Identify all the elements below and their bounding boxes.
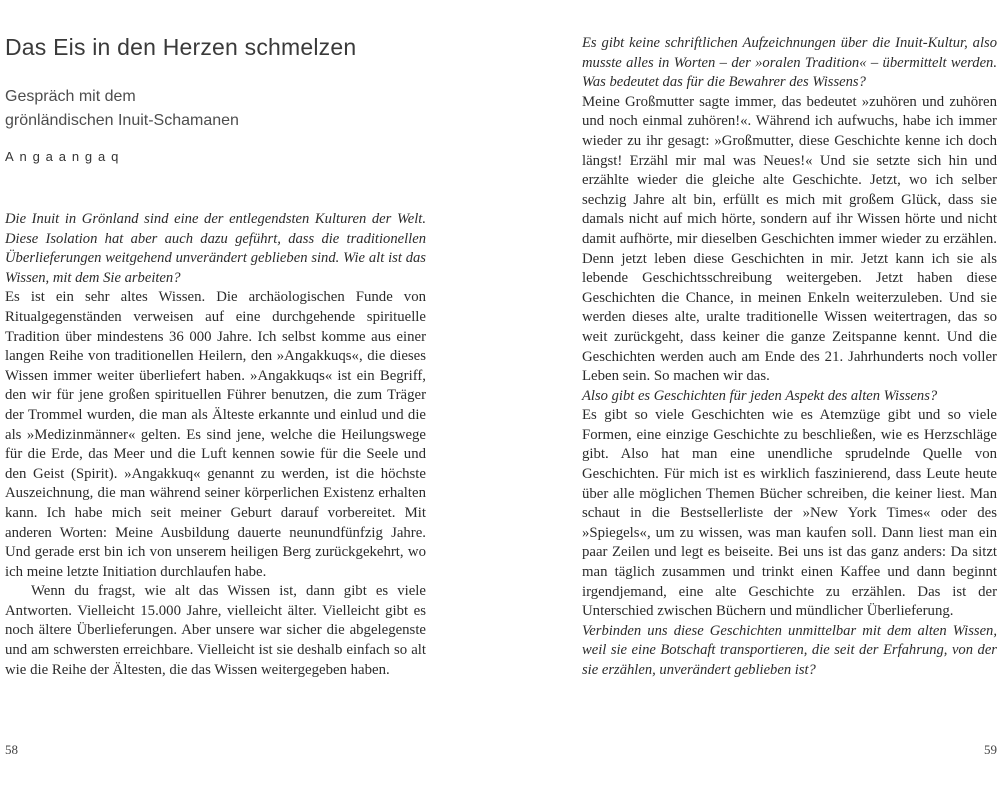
article-title: Das Eis in den Herzen schmelzen	[5, 34, 357, 60]
page-number: 58	[5, 742, 18, 757]
article-author: Angaangaq	[5, 149, 125, 164]
article-subtitle	[5, 85, 426, 133]
interview-answer: Wenn du fragst, wie alt das Wissen ist, dann gibt es viele Antworten. Vielleicht 15.000 Jahre, vielleicht älter. Vielleicht gibt es noch ältere Überlieferungen. Aber unsere war sicher die abgelegenste und am schwersten erreichbare. Vielleicht ist sie deshalb einfach so alt wie die Reihe der Ältesten, die das Wissen weitergegeben haben.	[5, 583, 426, 678]
interview-answer: Es ist ein sehr altes Wissen. Die archäologischen Funde von Ritualgegenständen verweisen auf eine durchgehende spirituelle Tradition über mindestens 36 000 Jahre. Ich selbst komme aus einer langen Reihe von traditionellen Heilern, den »Angakkuqs«, die dieses Wissen immer weiter überliefert haben. »Angakkuqs« ist ein Begriff, den wir für jene großen spirituellen Führer benutzen, die zum Träger der Trommel wurden, die man als Älteste erkannte und einlud und die als »Medizinmänner« gelten. Es sind jene, welche die Heilungswege für die Erde, das Meer und die Luft kennen sowie für die Seele und den Geist (Spirit). »Angakkuq« genannt zu werden, ist die höchste Auszeichnung, die man während seiner körperlichen Existenz erhalten kann. Ich habe mich seit meiner Geburt darauf vorbereitet. Mit anderen Worten: Meine Ausbildung dauerte neunundfünfzig Jahre. Und gerade erst bin ich von unserem heiligen Berg zurückgekehrt, wo ich meine letzte Initiation durchlaufen habe.	[5, 289, 426, 580]
left-page	[5, 0, 426, 800]
article-subtitle-line1: Gespräch mit dem	[5, 88, 136, 105]
right-page	[582, 0, 997, 800]
interview-question: Verbinden uns diese Geschichten unmittelbar mit dem alten Wissen, weil sie eine Botschaft transportieren, die seit der Erfahrung, von der sie erzählen, unverändert geblieben ist?	[582, 622, 997, 678]
interview-answer: Meine Großmutter sagte immer, das bedeutet »zuhören und zuhören und noch einmal zuhören!«. Während ich aufwuchs, habe ich immer wieder zu ihr gesagt: »Großmutter, diese Geschichte kenne ich doch längst! Erzähl mir mal was Neues!« Und sie setzte sich hin und erzählte wieder die gleiche alte Geschichte. Jetzt, wo ich selber sechzig Jahre alt bin, erfüllt es mich mit großem Glück, dass sie damals nicht auf mich hörte, sondern auf ihr Wissen hörte und nicht damit aufhörte, mir dieselben Geschichten immer wieder zu erzählen. Denn jetzt leben diese Geschichten in mir. Jetzt kann ich sie als lebende Geschichtsschreibung weitergeben. Jetzt haben diese Geschichten die Chance, in meinen Enkeln weiterzuleben. Und sie werden dieses alte, uralte traditionelle Wissen weitertragen, das so weit zurückgeht, dass keiner die ganze Zeitspanne kennt. Und die Geschichten werden auch am Ende des 21. Jahrhunderts noch voller Leben sein. So machen wir das.	[582, 93, 997, 385]
article-subtitle-line2: grönländischen Inuit-Schamanen	[5, 112, 239, 129]
page-number: 59	[984, 742, 997, 757]
interview-question: Also gibt es Geschichten für jeden Aspekt des alten Wissens?	[582, 387, 938, 404]
interview-question: Die Inuit in Grönland sind eine der entlegendsten Kulturen der Welt. Diese Isolation hat aber auch dazu geführt, dass die traditionellen Überlieferungen weitgehend unverändert geblieben sind. Wie alt ist das Wissen, mit dem Sie arbeiten?	[5, 211, 426, 286]
interview-question: Es gibt keine schriftlichen Aufzeichnungen über die Inuit-Kultur, also musste alles in Worten – der »oralen Tradition« – übermittelt werden. Was bedeutet das für die Bewahrer des Wissens?	[582, 35, 997, 91]
interview-answer: Es gibt so viele Geschichten wie es Atemzüge gibt und so viele Formen, eine einzige Geschichte zu beschließen, wie es Herzschläge gibt. Also hat man eine unendliche sprudelnde Quelle von Geschichten. Für mich ist es wirklich faszinierend, dass Leute heute über alle möglichen Themen Bücher schreiben, die keiner liest. Man schaut in die Bestsellerliste der »New York Times« oder des »Spiegels«, um zu wissen, was man kaufen soll. Dann liest man ein paar Zeilen und legt es beiseite. Bei uns ist das ganz anders: Da sitzt man täglich zusammen und trinkt einen Kaffee und dann beginnt irgendjemand, eine alte Geschichte zu erzählen. Das ist der Unterschied zwischen Büchern und mündlicher Überlieferung.	[582, 407, 997, 620]
